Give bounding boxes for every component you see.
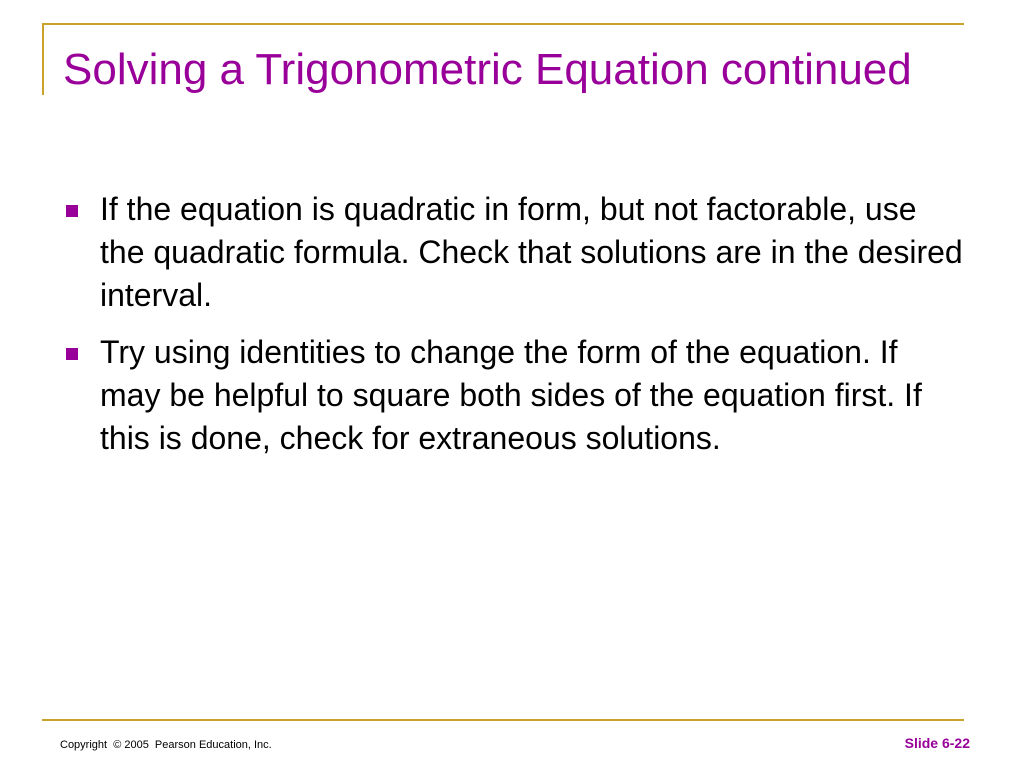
slide-title: Solving a Trigonometric Equation continued bbox=[63, 45, 912, 94]
square-bullet-icon bbox=[66, 348, 78, 360]
bullet-list bbox=[66, 188, 966, 474]
square-bullet-icon bbox=[66, 205, 78, 217]
top-accent-line bbox=[42, 23, 964, 25]
left-accent-line bbox=[42, 23, 44, 95]
bullet-item bbox=[66, 331, 966, 460]
slide-number: Slide 6-22 bbox=[904, 735, 970, 751]
bullet-text: If the equation is quadratic in form, but not factorable, use the quadratic formula. Check that solutions are in the desired interval. bbox=[100, 191, 963, 313]
copyright-notice: Copyright © 2005 Pearson Education, Inc. bbox=[60, 739, 272, 751]
bottom-accent-line bbox=[42, 719, 964, 721]
bullet-item bbox=[66, 188, 966, 317]
bullet-text: Try using identities to change the form of the equation. If may be helpful to square both sides of the equation first. If this is done, check for extraneous solutions. bbox=[100, 334, 922, 456]
